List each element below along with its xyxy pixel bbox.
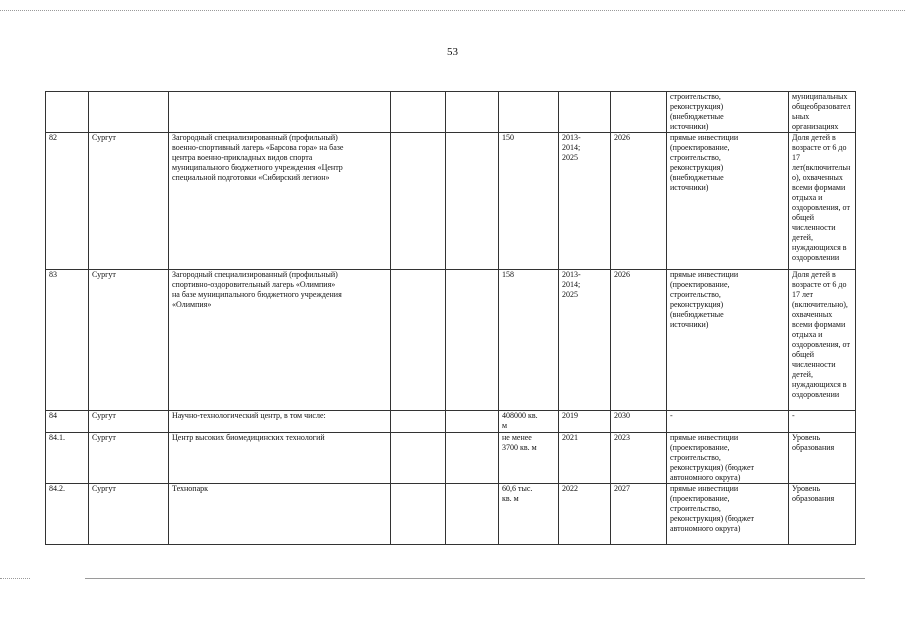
mechanism-cell: - (667, 411, 789, 433)
object-name-cell (169, 92, 391, 133)
empty-cell (391, 433, 446, 484)
capacity-cell: 158 (499, 270, 559, 411)
empty-cell (446, 411, 499, 433)
year-cell: 2026 (611, 133, 667, 270)
table-row (46, 270, 856, 411)
object-name-cell: Научно-технологический центр, в том числе: (169, 411, 391, 433)
year-cell: 2030 (611, 411, 667, 433)
row-number-cell: 84 (46, 411, 89, 433)
bottom-scan-line (85, 578, 865, 579)
period-cell: 2013- 2014; 2025 (559, 270, 611, 411)
table-row (46, 92, 856, 133)
object-name-cell: Технопарк (169, 484, 391, 545)
row-number-cell: 83 (46, 270, 89, 411)
row-number-cell: 84.1. (46, 433, 89, 484)
mechanism-cell: прямые инвестиции (проектирование, строительство, реконструкция) (бюджет автономного округа) (667, 433, 789, 484)
mechanism-cell: прямые инвестиции (проектирование, строительство, реконструкция) (внебюджетные источники) (667, 270, 789, 411)
empty-cell (391, 270, 446, 411)
indicator-cell: муниципальных общеобразовател ьных организациях (789, 92, 856, 133)
row-number-cell (46, 92, 89, 133)
mechanism-cell: прямые инвестиции (проектирование, строительство, реконструкция) (бюджет автономного округа) (667, 484, 789, 545)
city-cell: Сургут (89, 133, 169, 270)
capacity-cell: не менее 3700 кв. м (499, 433, 559, 484)
period-cell: 2021 (559, 433, 611, 484)
table-row (46, 133, 856, 270)
year-cell: 2027 (611, 484, 667, 545)
capacity-cell: 150 (499, 133, 559, 270)
capacity-cell (499, 92, 559, 133)
period-cell (559, 92, 611, 133)
table-row (46, 411, 856, 433)
top-scan-line (0, 10, 905, 11)
year-cell: 2026 (611, 270, 667, 411)
indicator-cell: - (789, 411, 856, 433)
page-number: 53 (447, 46, 458, 58)
empty-cell (446, 92, 499, 133)
empty-cell (391, 133, 446, 270)
indicator-cell: Уровень образования (789, 433, 856, 484)
capacity-cell: 408000 кв. м (499, 411, 559, 433)
object-name-cell: Центр высоких биомедицинских технологий (169, 433, 391, 484)
mechanism-cell: строительство, реконструкция) (внебюджетные источники) (667, 92, 789, 133)
city-cell: Сургут (89, 484, 169, 545)
row-number-cell: 82 (46, 133, 89, 270)
mechanism-cell: прямые инвестиции (проектирование, строительство, реконструкция) (внебюджетные источники) (667, 133, 789, 270)
indicator-cell: Доля детей в возрасте от 6 до 17 лет (включительно), охваченных всеми формами отдыха и оздоровления, от общей численности детей, нуждающихся в оздоровлении (789, 270, 856, 411)
empty-cell (391, 484, 446, 545)
table-row (46, 433, 856, 484)
empty-cell (391, 92, 446, 133)
empty-cell (446, 270, 499, 411)
empty-cell (446, 133, 499, 270)
empty-cell (446, 484, 499, 545)
projects-table (45, 91, 856, 545)
table-row (46, 484, 856, 545)
city-cell: Сургут (89, 270, 169, 411)
city-cell (89, 92, 169, 133)
year-cell: 2023 (611, 433, 667, 484)
capacity-cell: 60,6 тыс. кв. м (499, 484, 559, 545)
object-name-cell: Загородный специализированный (профильный) военно-спортивный лагерь «Барсова гора» на базе центра военно-прикладных видов спорта муниципального бюджетного учреждения «Центр специальной подготовки «Сибирский легион» (169, 133, 391, 270)
indicator-cell: Уровень образования (789, 484, 856, 545)
object-name-cell: Загородный специализированный (профильный) спортивно-оздоровительный лагерь «Олимпия» на базе муниципального бюджетного учреждения «Олимпия» (169, 270, 391, 411)
city-cell: Сургут (89, 433, 169, 484)
empty-cell (446, 433, 499, 484)
row-number-cell: 84.2. (46, 484, 89, 545)
empty-cell (391, 411, 446, 433)
year-cell (611, 92, 667, 133)
indicator-cell: Доля детей в возрасте от 6 до 17 лет(включительн о), охваченных всеми формами отдыха и оздоровления, от общей численности детей, нуждающихся в оздоровлении (789, 133, 856, 270)
city-cell: Сургут (89, 411, 169, 433)
period-cell: 2019 (559, 411, 611, 433)
bottom-scan-dots (0, 578, 30, 579)
period-cell: 2022 (559, 484, 611, 545)
period-cell: 2013- 2014; 2025 (559, 133, 611, 270)
